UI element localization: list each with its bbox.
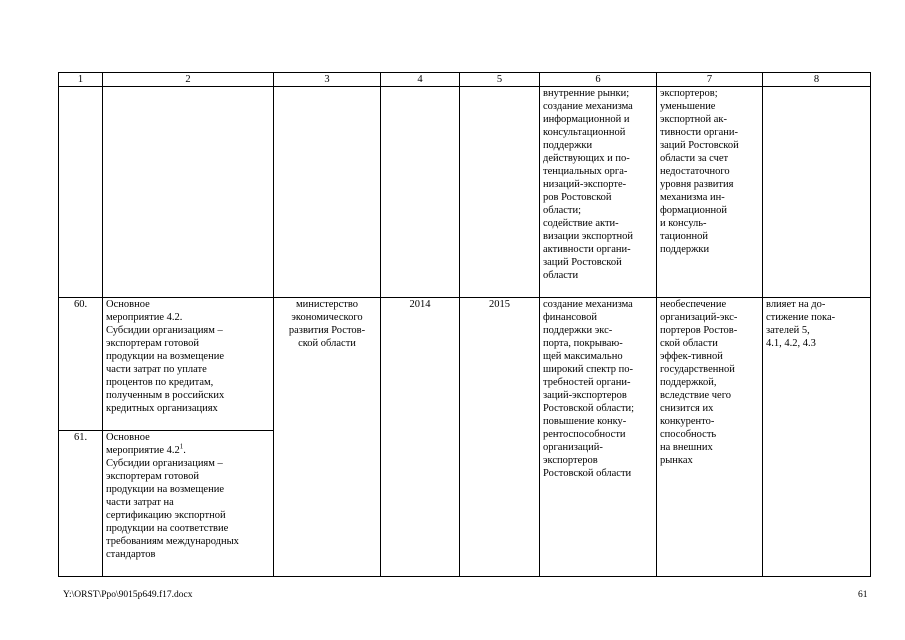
- empty-cell: [381, 87, 460, 298]
- empty-cell: [103, 87, 274, 298]
- column-number: 3: [274, 73, 381, 87]
- footnote-mark: 1: [179, 442, 184, 451]
- start-year: 2014: [381, 298, 460, 577]
- responsible-executor: министерство экономического развития Ростов- ской области: [274, 298, 381, 577]
- file-path-footer: Y:\ORST\Ppo\9015p649.f17.docx: [63, 590, 193, 600]
- column-number: 8: [763, 73, 871, 87]
- consequences-cell: необеспечение организаций-экс- портеров Ростов- ской области эффек-тивной государственной поддержкой, вследствие чего снизится их конкуренто- способность на внешних рынках: [657, 298, 763, 577]
- empty-cell: [59, 87, 103, 298]
- activity-name: [103, 431, 274, 577]
- expected-result-cell: внутренние рынки; создание механизма информационной и консультационной поддержки действующих и по- тенциальных орга- низаций-экспорте- ров Ростовской области; содействие акти- визации экспортной активности органи- заций Ростовской области: [540, 87, 657, 298]
- empty-cell: [274, 87, 381, 298]
- activity-name-line: мероприятие $4.2^1$.: [106, 442, 186, 456]
- program-activities-table: [58, 72, 871, 577]
- column-number-row: [59, 73, 871, 87]
- activity-description: Субсидии организациям – экспортерам готовой продукции на возмещение части затрат на сертификацию экспортной продукции на соответствие требованиям международных стандартов: [106, 458, 239, 560]
- column-number: 7: [657, 73, 763, 87]
- empty-cell: [460, 87, 540, 298]
- expected-result-cell: создание механизма финансовой поддержки экс- порта, покрываю- щей максимально широкий спектр по- требностей органи- заций-экспортеров Ростовской области; повышение конку- рентоспособности организаций- экспортеров Ростовской области: [540, 298, 657, 577]
- table-row-60: [59, 298, 871, 431]
- consequences-cell: экспортеров; уменьшение экспортной ак- тивности органи- заций Ростовской области за счет недостаточного уровня развития механизма ин- формационной и консуль- тационной поддержки: [657, 87, 763, 298]
- column-number: 4: [381, 73, 460, 87]
- column-number: 2: [103, 73, 274, 87]
- column-number: 5: [460, 73, 540, 87]
- column-number: 6: [540, 73, 657, 87]
- page-number: 61: [858, 590, 868, 600]
- activity-name-line: Основное: [106, 432, 150, 443]
- empty-cell: [763, 87, 871, 298]
- row-number: 61.: [59, 431, 103, 577]
- indicators-cell: влияет на до- стижение пока- зателей 5, 4.1, 4.2, 4.3: [763, 298, 871, 577]
- activity-name: Основное мероприятие 4.2. Субсидии организациям – экспортерам готовой продукции на возмещение части затрат по уплате процентов по кредитам, полученным в российских кредитных организациях: [103, 298, 274, 431]
- end-year: 2015: [460, 298, 540, 577]
- continuation-row: [59, 87, 871, 298]
- row-number: 60.: [59, 298, 103, 431]
- column-number: 1: [59, 73, 103, 87]
